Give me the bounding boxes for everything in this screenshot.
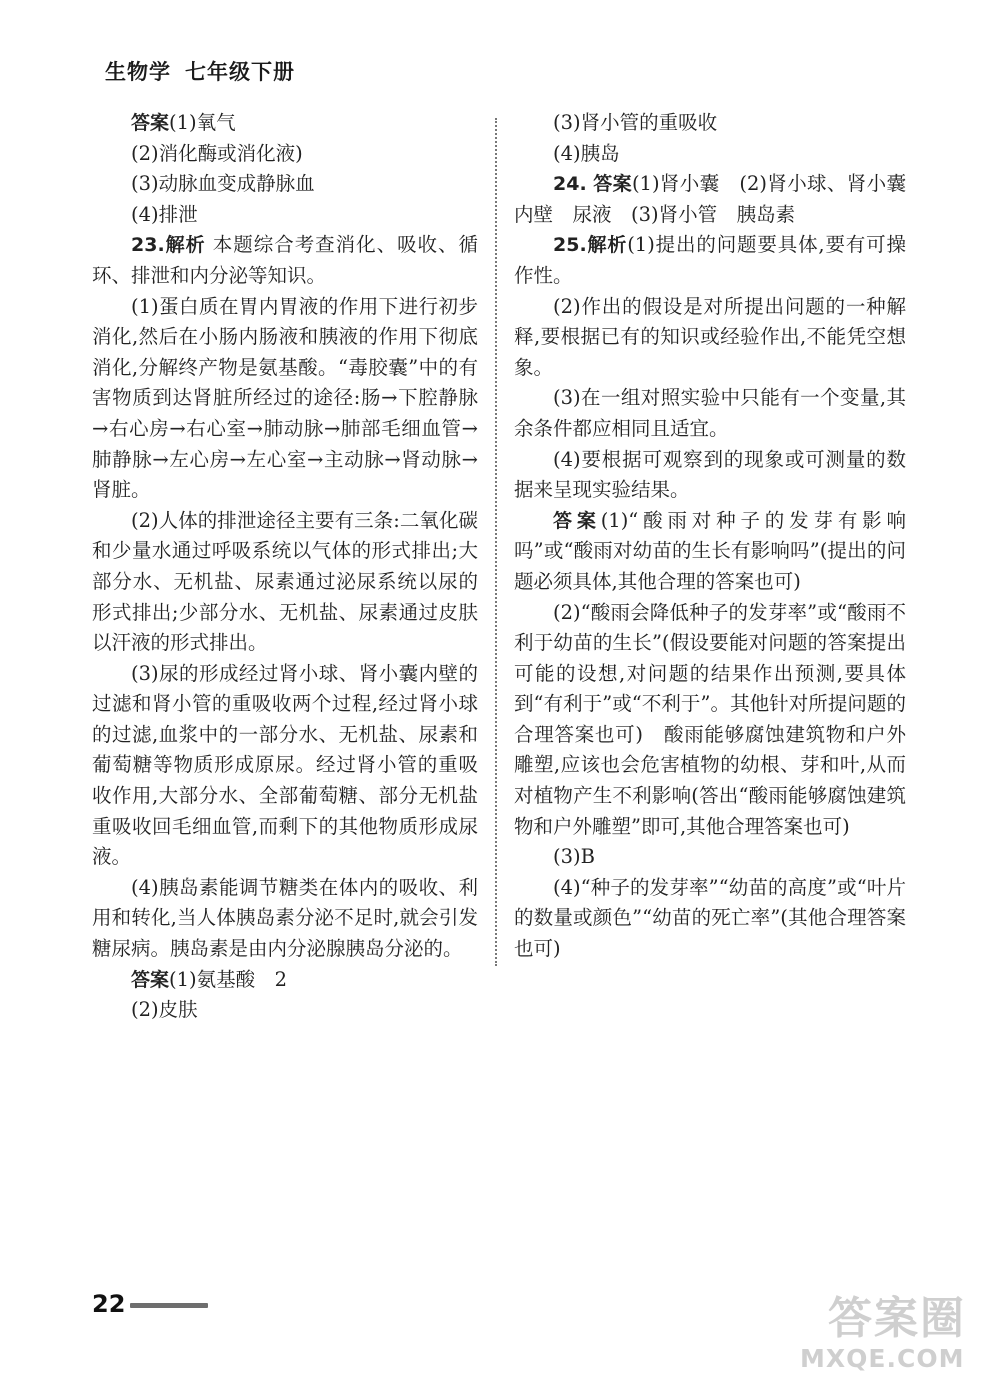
- q23-paragraph-2: (2)人体的排泄途径主要有三条:二氧化碳和少量水通过呼吸系统以气体的形式排出;大部分水、无机盐、尿素通过泌尿系统以尿的形式排出;少部分水、无机盐、尿素通过皮肤以汗液的形式排出。: [92, 508, 478, 655]
- q23-answer-4: (4)胰岛: [553, 141, 620, 165]
- answer-22-line-4: (4)排泄: [131, 202, 198, 226]
- answer-22-line-2: (2)消化酶或消化液): [131, 141, 303, 165]
- q25-answer-3: (3)B: [553, 845, 595, 869]
- q25-paragraph-1: 25.解析(1)提出的问题要具体,要有可操作性。: [514, 233, 906, 287]
- q24-answer: 24. 答案(1)肾小囊 (2)肾小球、肾小囊内壁 尿液 (3)肾小管 胰岛素: [514, 172, 906, 226]
- page-number: 22: [92, 1290, 126, 1318]
- q23-analysis-intro: 23.解析 本题综合考查消化、吸收、循环、排泄和内分泌等知识。: [92, 233, 478, 287]
- q25-answer-1: 答案(1)“酸雨对种子的发芽有影响吗”或“酸雨对幼苗的生长有影响吗”(提出的问题必须具体,其他合理的答案也可): [514, 508, 906, 593]
- answer-22-line-3: (3)动脉血变成静脉血: [131, 172, 315, 196]
- q23-paragraph-3: (3)尿的形成经过肾小球、肾小囊内壁的过滤和肾小管的重吸收两个过程,经过肾小球的过滤,血浆中的一部分水、无机盐、尿素和葡萄糖等物质形成原尿。经过肾小管的重吸收作用,大部分水、全部葡萄糖、部分无机盐重吸收回毛细血管,而剩下的其他物质形成尿液。: [92, 661, 478, 869]
- analysis-label: 解析: [164, 234, 206, 257]
- q23-answer-1: 答案(1)氨基酸 2: [131, 967, 288, 991]
- answer-label: 答案: [553, 509, 601, 532]
- watermark-text: 答案圈: [828, 1293, 966, 1344]
- watermark-url: MXQE.COM: [800, 1344, 965, 1373]
- q23-paragraph-1: (1)蛋白质在胃内胃液的作用下进行初步消化,然后在小肠内肠液和胰液的作用下彻底消化,分解终产物是氨基酸。“毒胶囊”中的有害物质到达肾脏所经过的途径:肠→下腔静脉→右心房→右心室→肺动脉→肺部毛细血管→肺静脉→左心房→左心室→主动脉→肾动脉→肾脏。: [92, 294, 478, 502]
- answer-label: 答案: [131, 112, 170, 134]
- right-column: [514, 108, 906, 965]
- header-grade: 七年级下册: [185, 60, 295, 84]
- q25-answer-2: (2)“酸雨会降低种子的发芽率”或“酸雨不利于幼苗的生长”(假设要能对问题的答案提出可能的设想,对问题的结果作出预测,要具体到“有利于”或“不利于”。其他针对所提问题的合理答案也可) 酸雨能够腐蚀建筑物和户外雕塑,应该也会危害植物的幼根、芽和叶,从而对植物产生不利影响(答出“酸雨能够腐蚀建筑物和户外雕塑”即可,其他合理答案也可): [514, 600, 906, 838]
- header-subject: 生物学: [105, 60, 171, 84]
- q23-paragraph-4: (4)胰岛素能调节糖类在体内的吸收、利用和转化,当人体胰岛素分泌不足时,就会引发糖尿病。胰岛素是由内分泌腺胰岛分泌的。: [92, 875, 478, 961]
- question-number: 23.: [131, 234, 165, 257]
- analysis-label: 解析: [586, 234, 628, 257]
- watermark-logo: [800, 1282, 988, 1380]
- question-number: 25.: [553, 234, 587, 257]
- q23-answer-3: (3)肾小管的重吸收: [553, 111, 718, 134]
- q25-paragraph-2: (2)作出的假设是对所提出问题的一种解释,要根据已有的知识或经验作出,不能凭空想象。: [514, 294, 906, 379]
- q25-answer-4: (4)“种子的发芽率”“幼苗的高度”或“叶片的数量或颜色”“幼苗的死亡率”(其他合理答案也可): [514, 875, 906, 961]
- running-header: [105, 56, 295, 86]
- page-number-bar: [130, 1303, 208, 1308]
- answer-label: 答案: [131, 968, 170, 991]
- answer-label: 答案: [593, 173, 632, 196]
- question-number: 24.: [553, 173, 587, 196]
- q25-paragraph-4: (4)要根据可观察到的现象或可测量的数据来呈现实验结果。: [514, 447, 906, 502]
- q23-answer-2: (2)皮肤: [131, 998, 198, 1022]
- column-divider: [495, 118, 497, 966]
- q25-paragraph-3: (3)在一组对照实验中只能有一个变量,其余条件都应相同且适宜。: [514, 386, 906, 440]
- answer-22-line-1: 答案(1)氧气: [131, 111, 236, 134]
- left-column: [92, 108, 478, 1026]
